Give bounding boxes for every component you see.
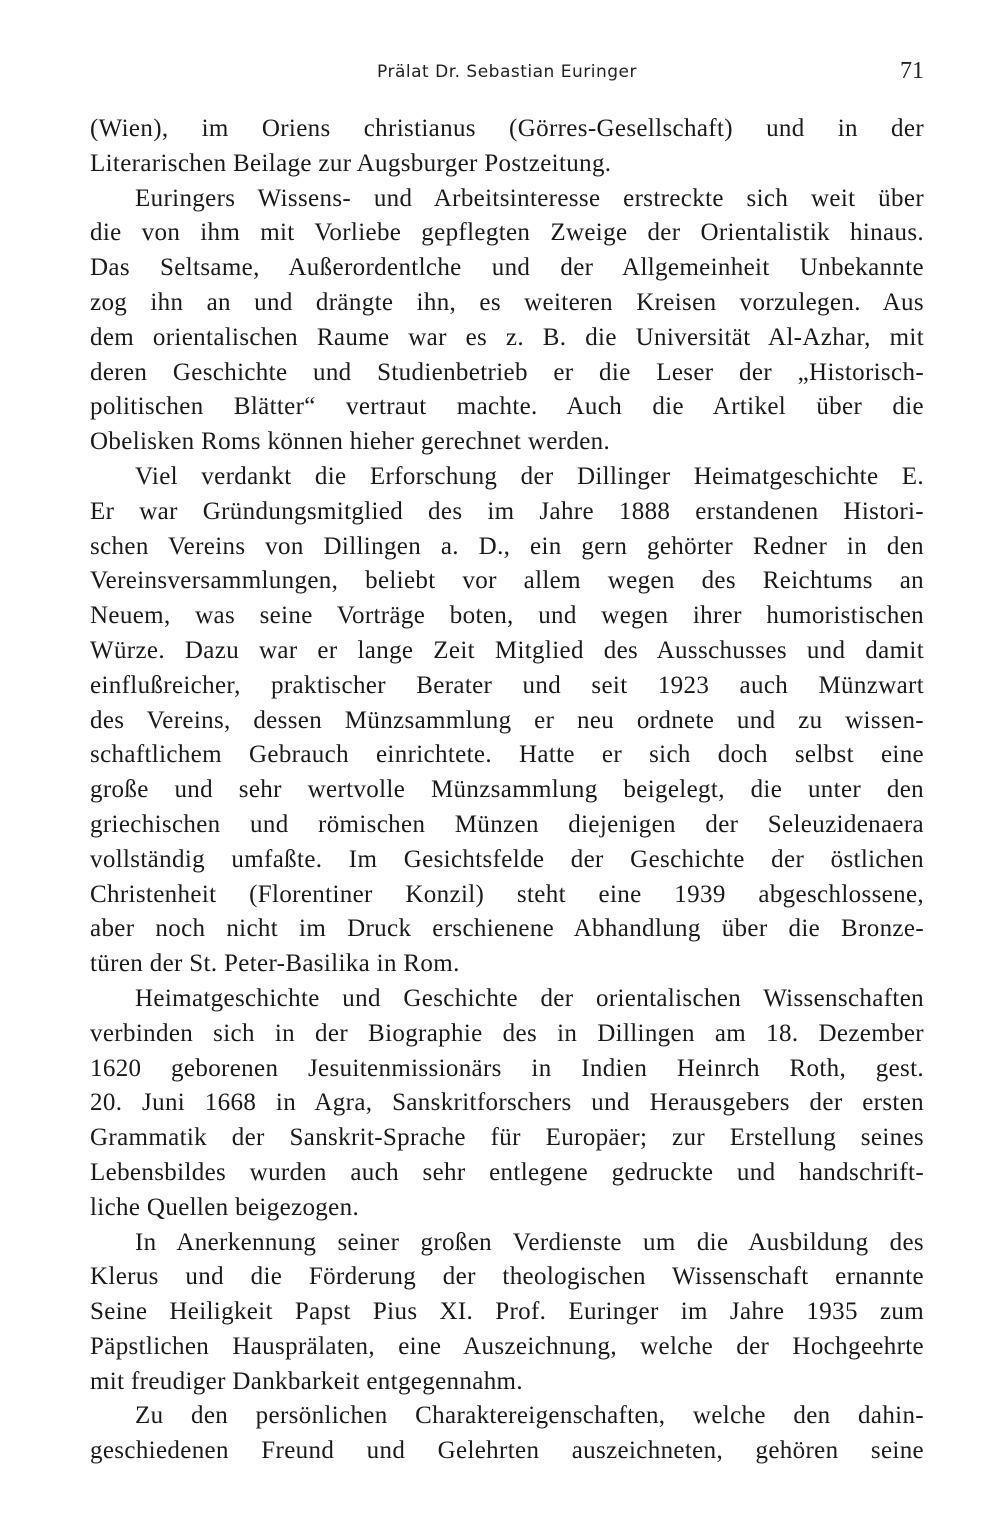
text-line: Viel verdankt die Erforschung der Dillinger Heimatgeschichte E. <box>135 462 924 490</box>
text-line: (Wien), im Oriens christianus (Görres-Gesellschaft) und in der <box>90 115 924 142</box>
paragraph <box>90 112 924 182</box>
text-line: Päpstlichen Hausprälaten, eine Auszeichnung, welche der Hochgeehrte <box>90 1332 924 1360</box>
text-line: große und sehr wertvolle Münzsammlung beigelegt, die unter den <box>90 776 924 804</box>
text-line: Vereinsversammlungen, beliebt vor allem wegen des Reichtums an <box>90 567 924 595</box>
text-line: türen der St. Peter-Basilika in Rom. <box>90 950 460 978</box>
text-line: schen Vereins von Dillingen a. D., ein gern gehörter Redner in den <box>90 532 924 560</box>
text-line: In Anerkennung seiner großen Verdienste um die Ausbildung des <box>135 1228 924 1256</box>
text-line: zog ihn an und drängte ihn, es weiteren Kreisen vorzulegen. Aus <box>90 288 924 316</box>
text-line: verbinden sich in der Biographie des in Dillingen am 18. Dezember <box>90 1019 924 1047</box>
text-line: schaftlichem Gebrauch einrichtete. Hatte er sich doch selbst eine <box>90 741 924 769</box>
text-line: Zu den persönlichen Charaktereigenschaften, welche den dahin- <box>135 1402 924 1430</box>
text-line: die von ihm mit Vorliebe gepflegten Zweige der Orientalistik hinaus. <box>90 219 924 247</box>
text-line: aber noch nicht im Druck erschienene Abhandlung über die Bronze- <box>90 915 924 943</box>
text-line: Das Seltsame, Außerordentlche und der Allgemeinheit Unbekannte <box>90 254 924 282</box>
running-head <box>90 58 924 92</box>
text-line: mit freudiger Dankbarkeit entgegennahm. <box>90 1367 523 1395</box>
paragraph <box>90 982 924 1226</box>
text-line: dem orientalischen Raume war es z. B. die Universität Al-Azhar, mit <box>90 323 924 351</box>
paragraph <box>90 1399 924 1469</box>
text-line: Christenheit (Florentiner Konzil) steht eine 1939 abgeschlossene, <box>90 880 924 908</box>
text-line: Grammatik der Sanskrit-Sprache für Europäer; zur Erstellung seines <box>90 1124 924 1152</box>
text-line: Euringers Wissens- und Arbeitsinteresse erstreckte sich weit über <box>135 184 924 212</box>
text-line: Würze. Dazu war er lange Zeit Mitglied des Ausschusses und damit <box>90 636 924 664</box>
text-line: 1620 geborenen Jesuitenmissionärs in Indien Heinrch Roth, gest. <box>90 1054 924 1082</box>
text-line: vollständig umfaßte. Im Gesichtsfelde der Geschichte der östlichen <box>90 845 924 873</box>
page-number: 71 <box>900 58 924 84</box>
running-title: Prälat Dr. Sebastian Euringer <box>377 62 637 82</box>
text-line: Er war Gründungsmitglied des im Jahre 1888 erstandenen Histori- <box>90 497 924 525</box>
text-line: politischen Blätter“ vertraut machte. Auch die Artikel über die <box>90 393 924 421</box>
text-line: Seine Heiligkeit Papst Pius XI. Prof. Euringer im Jahre 1935 zum <box>90 1298 924 1326</box>
text-line: Obelisken Roms können hieher gerechnet werden. <box>90 428 611 456</box>
text-line: deren Geschichte und Studienbetrieb er die Leser der „Historisch- <box>90 358 924 386</box>
text-line: des Vereins, dessen Münzsammlung er neu ordnete und zu wissen- <box>90 706 924 734</box>
text-line: liche Quellen beigezogen. <box>90 1193 360 1221</box>
text-line: Literarischen Beilage zur Augsburger Postzeitung. <box>90 149 612 177</box>
text-line: Lebensbildes wurden auch sehr entlegene gedruckte und handschrift- <box>90 1158 924 1186</box>
paragraph <box>90 1226 924 1400</box>
text-line: 20. Juni 1668 in Agra, Sanskritforschers und Herausgebers der ersten <box>90 1089 924 1117</box>
paragraph <box>90 182 924 460</box>
text-line: Klerus und die Förderung der theologischen Wissenschaft ernannte <box>90 1263 924 1291</box>
text-line: Heimatgeschichte und Geschichte der orientalischen Wissenschaften <box>135 984 924 1012</box>
body-text <box>90 112 924 1469</box>
text-line: griechischen und römischen Münzen diejenigen der Seleuzidenaera <box>90 810 924 838</box>
paragraph <box>90 460 924 982</box>
text-line: einflußreicher, praktischer Berater und seit 1923 auch Münzwart <box>90 671 924 699</box>
text-line: geschiedenen Freund und Gelehrten auszeichneten, gehören seine <box>90 1437 924 1465</box>
text-line: Neuem, was seine Vorträge boten, und wegen ihrer humoristischen <box>90 602 924 630</box>
